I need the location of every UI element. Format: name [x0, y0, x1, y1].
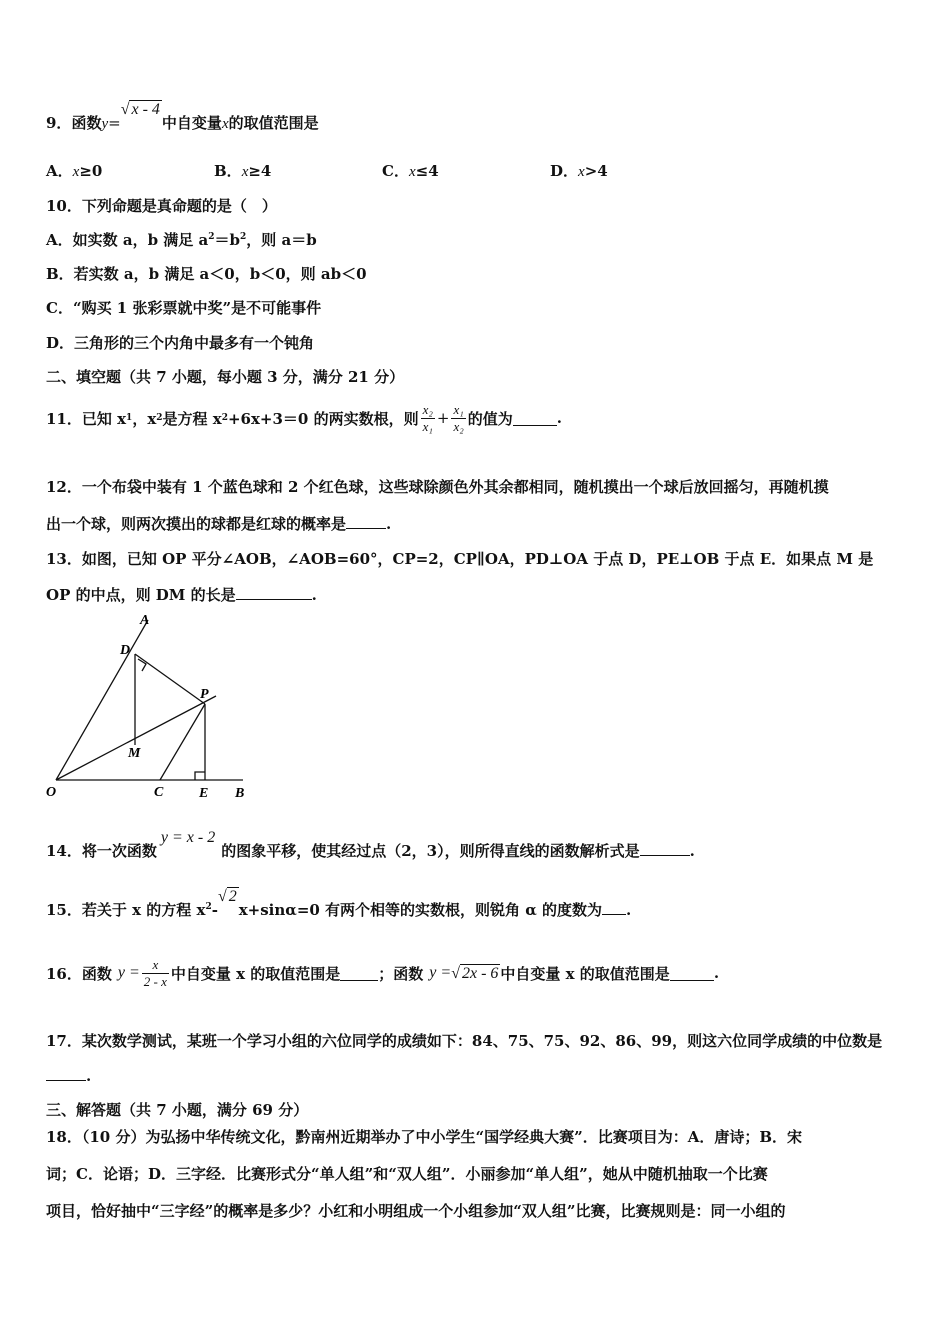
- q9-prefix: 函数: [71, 114, 102, 132]
- q9-option-d: D．x>4: [550, 162, 608, 180]
- label-b: B: [235, 786, 245, 801]
- section-3-heading: 三、解答题（共 7 小题，满分 69 分）: [46, 1101, 309, 1119]
- label-m: M: [128, 746, 141, 761]
- q10-option-c: C．“购买 1 张彩票就中奖”是不可能事件: [46, 299, 322, 317]
- q9-post: 中自变量: [161, 114, 222, 132]
- q16-sqrt: √ 2x - 6: [451, 964, 499, 982]
- sqrt-sign-icon: √: [120, 101, 130, 118]
- geometry-figure: [40, 610, 260, 805]
- q18-line3: 项目，恰好抽中“三字经”的概率是多少？小红和小明组成一个小组参加“双人组”比赛，比赛规则是：同一小组的: [46, 1202, 786, 1220]
- q12-line1: 12．一个布袋中装有 1 个蓝色球和 2 个红色球，这些球除颜色外其余都相同，随机摸出一个球后放回摇匀，再随机摸: [46, 478, 829, 496]
- q15-answer-blank[interactable]: [602, 900, 626, 915]
- q9-option-b: B．x≥4: [214, 162, 272, 180]
- q15-sqrt: √ 2: [217, 888, 237, 905]
- question-14: 14．将一次函数y = x - 2的图象平移，使其经过点（2，3），则所得直线的函数解析式是 .: [46, 829, 695, 860]
- segment-cp: [160, 704, 205, 780]
- q16-answer-blank-1[interactable]: [340, 966, 378, 981]
- q11-fraction-1: $\frac{\text{x₂}}{\text{x₁}}$: [422, 401, 433, 434]
- label-a: A: [140, 613, 150, 628]
- q11-plus: +: [436, 409, 450, 427]
- segment-dp: [135, 654, 205, 704]
- q9-options: [46, 160, 718, 181]
- q11-answer-blank[interactable]: [513, 411, 557, 426]
- q13-line1: 13．如图，已知 OP 平分∠AOB，∠AOB=60°，CP=2，CP∥OA，PD⊥OA 于点 D，PE⊥OB 于点 E．如果点 M 是: [46, 550, 874, 568]
- q14-answer-blank[interactable]: [640, 841, 690, 856]
- q16-answer-blank-2[interactable]: [670, 966, 714, 981]
- q9-radicand: x - 4: [131, 101, 160, 118]
- q13-answer-blank[interactable]: [236, 585, 312, 600]
- q18-line1: 18．（10 分）为弘扬中华传统文化，黔南州近期举办了中小学生“国学经典大赛”．比赛项目为：A．唐诗；B．宋: [46, 1128, 803, 1146]
- section-2-heading: 二、填空题（共 7 小题，每小题 3 分，满分 21 分）: [46, 368, 405, 386]
- label-p: P: [200, 687, 209, 702]
- q9-post2: 的取值范围是: [228, 114, 319, 132]
- q9-equals: =: [108, 114, 121, 132]
- q10-option-a: A．如实数 a，b 满足 $a^2=b^2$，则 a＝b: [46, 231, 317, 249]
- q18-line2: 词；C．论语；D．三字经．比赛形式分“单人组”和“双人组”．小丽参加“单人组”，她从中随机抽取一个比赛: [46, 1165, 768, 1183]
- q11-fraction-2: $\frac{\text{x₁}}{\text{x₂}}$: [453, 401, 464, 434]
- q9-var-x: x: [221, 116, 229, 132]
- question-16: 16．函数 y = $\frac{x}{2 - x}$ 中自变量 x 的取值范围是 ；函数 y = √ 2x - 6 中自变量 x 的取值范围是 .: [46, 956, 720, 989]
- q9-number: 9．: [46, 114, 72, 132]
- label-d: D: [120, 643, 131, 658]
- q16-fraction: $\frac{x}{2 - x}$: [143, 956, 167, 989]
- question-15: 15．若关于 x 的方程 $x^2-√$ 2x+sinα=0 有两个相等的实数根，则锐角 α 的度数为 .: [46, 888, 632, 919]
- q10-title: 10．下列命题是真命题的是（ ）: [46, 197, 277, 215]
- label-e: E: [199, 786, 209, 801]
- question-9: [46, 101, 319, 133]
- right-angle-e: [195, 772, 205, 780]
- q9-var-y: y: [101, 116, 109, 132]
- q13-line2: OP 的中点，则 DM 的长是 .: [46, 586, 317, 604]
- q9-option-c: C．x≤4: [382, 162, 439, 180]
- q17-line2: .: [46, 1066, 91, 1085]
- label-c: C: [154, 785, 164, 800]
- q12-line2: 出一个球，则两次摸出的球都是红球的概率是 .: [46, 515, 392, 533]
- q14-formula: y = x - 2: [160, 829, 216, 846]
- q17-answer-blank[interactable]: [46, 1066, 86, 1081]
- q12-answer-blank[interactable]: [346, 514, 386, 529]
- q17-line1: 17．某次数学测试，某班一个学习小组的六位同学的成绩如下：84、75、75、92、86、99，则这六位同学成绩的中位数是: [46, 1032, 883, 1050]
- q9-sqrt: [121, 100, 162, 119]
- q9-option-a: A．x≥0: [46, 162, 103, 180]
- question-11: 11．已知 x 1 ，x 2 是方程 x 2 +6x+3＝0 的两实数根，则 $\frac{\text{x₂}}{\text{x₁}}$ + $\frac{\text{x₁}}{\text{x₂}}$ 的值为 .: [46, 401, 563, 434]
- q10-option-b: B．若实数 a，b 满足 a＜0，b＜0，则 ab＜0: [46, 265, 367, 283]
- q10-option-d: D．三角形的三个内角中最多有一个钝角: [46, 334, 315, 352]
- label-o: O: [46, 785, 57, 800]
